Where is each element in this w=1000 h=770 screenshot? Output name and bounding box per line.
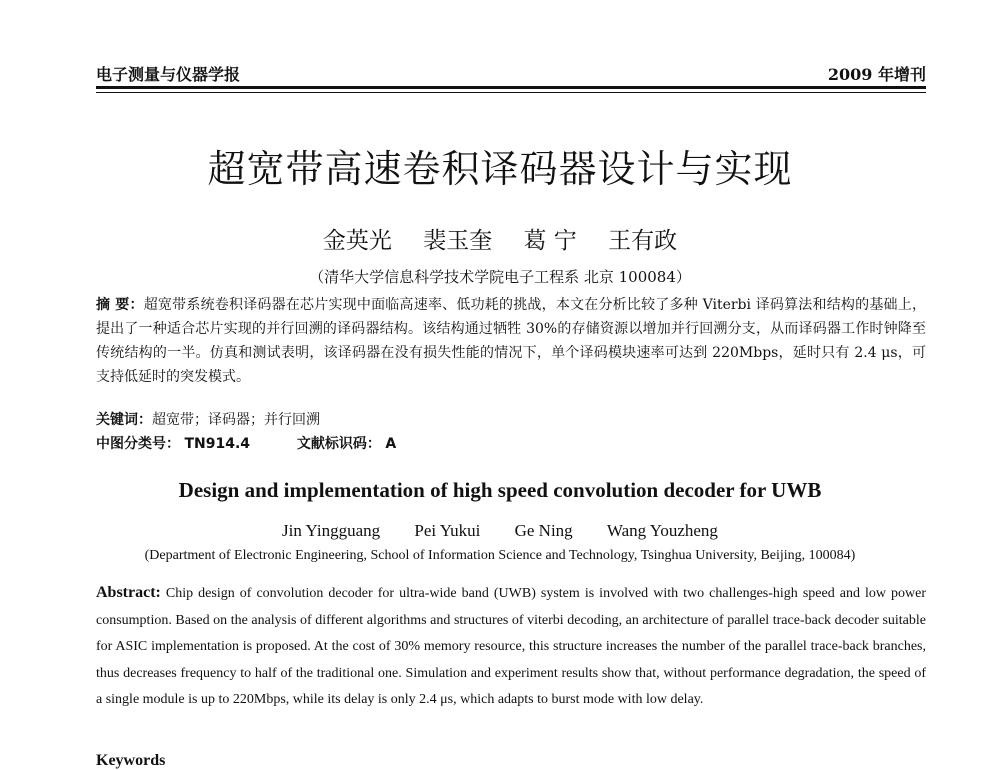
author-cn: 金英光	[322, 228, 392, 254]
title-en: Design and implementation of high speed convolution decoder for UWB	[178, 478, 822, 502]
header-rule-thick	[96, 86, 926, 89]
author-en: Wang Youzheng	[606, 521, 718, 540]
running-header	[96, 62, 926, 85]
doc-code-label: 文献标识码：	[296, 436, 381, 452]
abstract-cn-text: 超宽带系统卷积译码器在芯片实现中面临高速率、低功耗的挑战，本文在分析比较了多种 Viterbi 译码算法和结构的基础上，提出了一种适合芯片实现的并行回溯的译码器结构。该结构通过牺牲 30%的存储资源以增加并行回溯分支，从而译码器工作时钟降至传统结构的一半。仿真和测试表明，该译码器在没有损失性能的情况下，单个译码模块速率可达到 220Mbps，延时只有 2.4 μs，可支持低延时的突发模式。	[96, 297, 926, 385]
abstract-en	[96, 580, 926, 714]
keywords-cn-label: 关键词：	[96, 412, 152, 428]
clc-value: TN914.4	[184, 436, 251, 452]
keywords-cn	[96, 409, 320, 429]
header-rule-thin	[96, 92, 926, 93]
affiliation-en: (Department of Electronic Engineering, School of Information Science and Technology, Tsinghua University, Beijing, 100084)	[144, 548, 856, 563]
affiliation-cn: （清华大学信息科学技术学院电子工程系 北京 100084）	[309, 268, 691, 286]
author-cn: 葛 宁	[523, 228, 577, 254]
abstract-en-text: Chip design of convolution decoder for ultra-wide band (UWB) system is involved with two challenges-high speed and low power consumption. Based on the analysis of different algorithms and structures of viterbi decoding, an architecture of parallel trace-back decoder suitable for ASIC implementation is proposed. At the cost of 30% memory resource, this structure increases the number of the parallel trace-back branches, thus decreases frequency to half of the traditional one. Simulation and experiment results show that, without performance degradation, the speed of a single module is up to 220Mbps, while its delay is only 2.4 μs, which adapts to burst mode with low delay.	[96, 586, 927, 707]
keywords-en-partial: Keywords	[96, 752, 166, 769]
issue-label: 2009 年增刊	[827, 65, 926, 84]
keywords-cn-text: 超宽带；译码器；并行回溯	[152, 412, 320, 428]
abstract-en-label: Abstract:	[96, 584, 161, 601]
journal-name: 电子测量与仪器学报	[96, 65, 241, 84]
author-cn: 裴玉奎	[423, 228, 493, 254]
author-en: Ge Ning	[514, 521, 573, 540]
author-cn: 王有政	[608, 228, 678, 254]
author-en: Pei Yukui	[414, 521, 481, 540]
authors-cn	[0, 222, 1000, 255]
title-cn: 超宽带高速卷积译码器设计与实现	[207, 147, 793, 191]
classification-line	[96, 433, 396, 453]
clc-label: 中图分类号：	[96, 436, 180, 452]
doc-code-value: A	[385, 436, 397, 452]
author-en: Jin Yingguang	[282, 521, 381, 540]
abstract-cn	[96, 293, 926, 389]
abstract-cn-label: 摘 要：	[96, 297, 144, 313]
authors-en	[0, 521, 1000, 541]
